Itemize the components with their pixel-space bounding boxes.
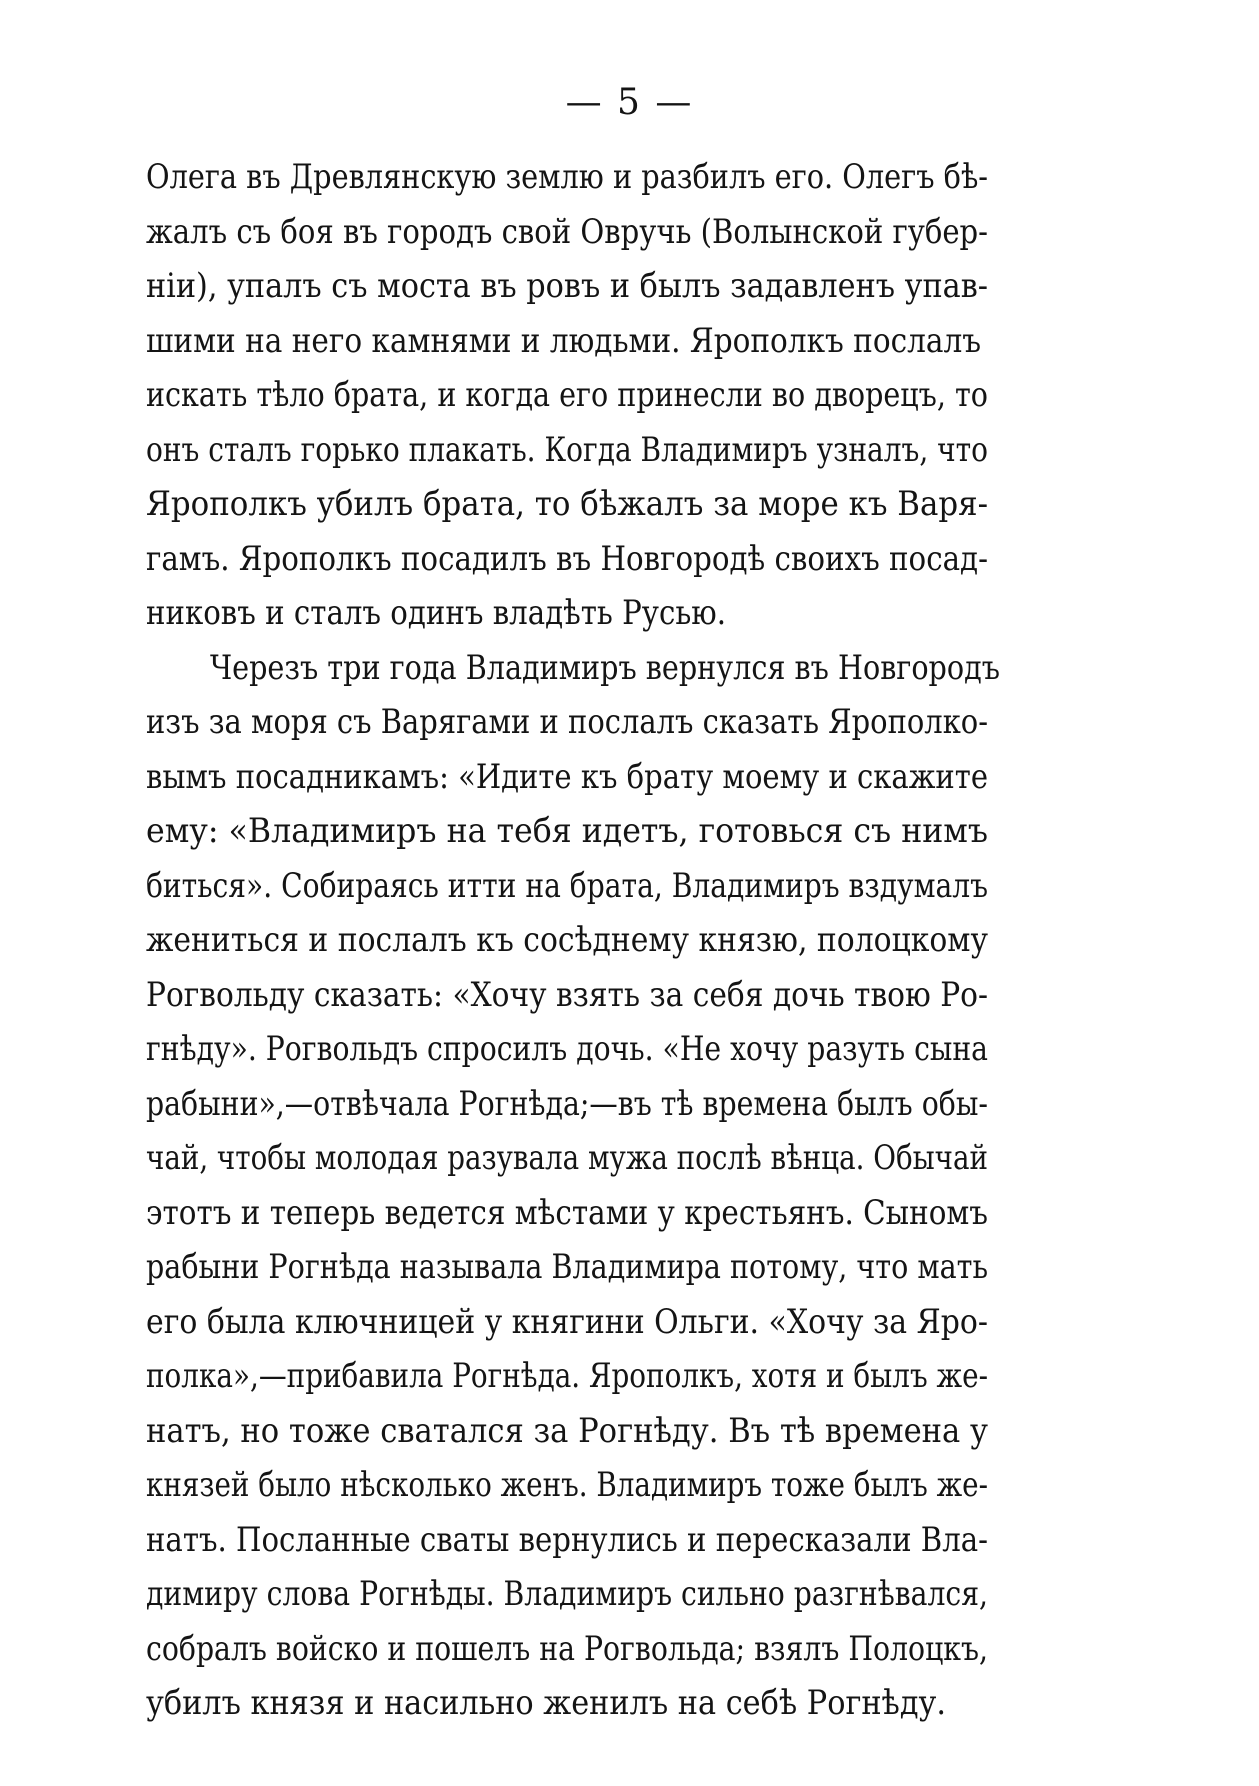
body-text: Олега въ Древлянскую землю и разбилъ его. Олегъ бѣ- жалъ съ боя въ городъ свой Овручь (Волынской губер- нiи), упалъ съ моста въ ровъ и былъ задавленъ упав- шими на него камнями и людьми. Ярополкъ послалъ искать тѣло брата, и когда его принесли во дворецъ, то онъ сталъ горько плакать. Когда Владимиръ узналъ, что Ярополкъ убилъ брата, то бѣжалъ за море къ Варя- гамъ. Ярополкъ посадилъ въ Новгородѣ своихъ посад- никовъ и сталъ одинъ владѣть Русью. Черезъ три года Владимиръ вернулся въ Новгородъ изъ за моря съ Варягами и послалъ сказать Ярополко- вымъ посадникамъ: «Идите къ брату моему и скажите ему: «Владимиръ на тебя идетъ, готовься съ нимъ биться». Собираясь итти на брата, Владимиръ вздумалъ жениться и послалъ къ сосѣднему князю, полоцкому Рогвольду сказать: «Хочу взять за себя дочь твою Ро- гнѣду». Рогвольдъ спросилъ дочь. «Не хочу разуть сына рабыни»,—отвѣчала Рогнѣда;—въ тѣ времена былъ обы- чай, чтобы молодая разувала мужа послѣ вѣнца. Обычай этотъ и теперь ведется мѣстами у крестьянъ. Сыномъ рабыни Рогнѣда называла Владимира потому, что мать его была ключницей у княгини Ольги. «Хочу за Яро- полка»,—прибавила Рогнѣда. Ярополкъ, хотя и былъ же- натъ, но тоже сватался за Рогнѣду. Въ тѣ времена у князей было нѣсколько женъ. Владимиръ тоже былъ же- натъ. Посланные сваты вернулись и пересказали Вла- димиру слова Рогнѣды. Владимиръ сильно разгнѣвался, собралъ войско и пошелъ на Рогвольда; взялъ Полоцкъ, убилъ князя и насильно женилъ на себѣ Рогнѣду.: [146, 157, 1000, 1723]
page-number: — 5 —: [565, 82, 694, 123]
text-line-paragraph-start: Черезъ три года Владимиръ вернулся въ Новгородъ: [209, 647, 1000, 688]
